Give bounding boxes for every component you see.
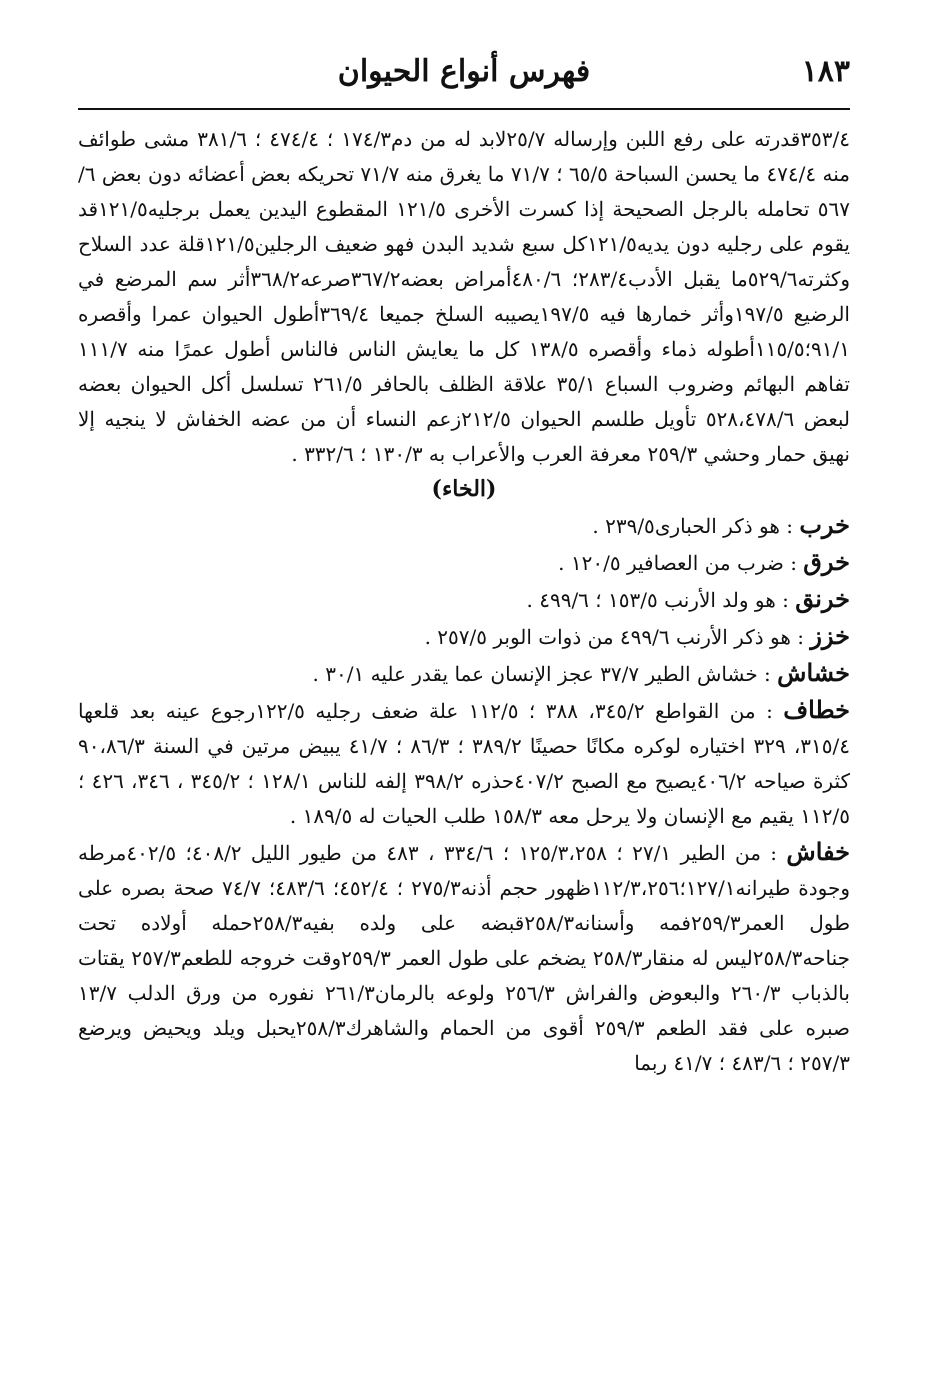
index-entry	[78, 507, 850, 544]
entry-body: : من الطير ٢٧/١ ؛ ١٢٥/٣،٢٥٨ ؛ ٣٣٤/٦ ، ٤٨٣ من طيور الليل ٤٠٨/٢؛ ٤٠٢/٥مرطه وجودة طيرانه١٢٧/١؛١١٢/٣،٢٥٦ظهور حجم أذنه٢٧٥/٣ ؛ ٤٥٢/٤؛ ٤٨٣/٦؛ ٧٤/٧ صحة بصره على طول العمر٢٥٩/٣فمه وأسنانه٢٥٨/٣قبضه على ولده بفيه٢٥٨/٣حمله أولاده تحت جناحه٢٥٨/٣ليس له منقار٢٥٨/٣ يضخم على طول العمر ٢٥٩/٣وقت خروجه للطعم٢٥٧/٣ يقتات بالذباب ٢٦٠/٣ والبعوض والفراش ٢٥٦/٣ ولوعه بالرمان٢٦١/٣ نفوره من ورق الدلب ١٣/٧ صبره على فقد الطعم ٢٥٩/٣ أقوى من الحمام والشاهرك٢٥٨/٣يحبل ويلد ويحيض ويرضع ٢٥٧/٣ ؛ ٤٨٣/٦ ؛ ٤١/٧ ربما	[78, 841, 851, 1075]
page-number: ١٨٣	[801, 54, 850, 89]
entry-headword: خرنق	[795, 584, 850, 613]
entry-body: : من القواطع ٣٤٥/٢، ٣٨٨ ؛ ١١٢/٥ علة ضعف رجليه ١٢٢/٥رجوع عينه بعد قلعها ٣١٥/٤، ٣٢٩ اختياره لوكره مكانًا حصينًا ٣٨٩/٢ ؛ ٨٦/٣ ؛ ٤١/٧ يبيض مرتين في السنة ٩٠،٨٦/٣ كثرة صياحه ٤٠٦/٢يصيح مع الصبح ٤٠٧/٢حذره ٣٩٨/٢ إلفه للناس ١٢٨/١ ؛ ٣٤٥/٢ ، ٣٤٦، ٤٢٦ ؛ ١١٢/٥ يقيم مع الإنسان ولا يرحل معه ١٥٨/٣ طلب الحيات له ١٨٩/٥ .	[78, 699, 851, 828]
index-entry	[78, 692, 850, 834]
entry-headword: خفاش	[786, 837, 851, 866]
section-heading: (الخاء)	[431, 476, 497, 502]
index-entry	[78, 581, 850, 618]
entry-body: : خشاش الطير ٣٧/٧ عجز الإنسان عما يقدر عليه ٣٠/١ .	[312, 662, 778, 686]
entry-headword: خرب	[799, 510, 850, 539]
entry-body: : هو ولد الأرنب ١٥٣/٥ ؛ ٤٩٩/٦ .	[526, 588, 796, 612]
entry-headword: خشاش	[777, 658, 850, 687]
index-entry	[78, 655, 850, 692]
header-rule	[78, 108, 850, 110]
book-page	[78, 40, 851, 1075]
page-title: فهرس أنواع الحيوان	[337, 54, 591, 89]
entry-headword: خزز	[810, 621, 850, 650]
entry-headword: خطاف	[783, 695, 850, 724]
page-header	[78, 40, 850, 102]
entry-headword: خرق	[803, 547, 850, 576]
index-content	[78, 122, 850, 1081]
index-entry	[78, 544, 850, 581]
entry-body: : هو ذكر الأرنب ٤٩٩/٦ من ذوات الوبر ٢٥٧/٥ .	[424, 625, 811, 649]
entry-body: : ضرب من العصافير ١٢٠/٥ .	[558, 551, 804, 575]
index-entry	[78, 618, 850, 655]
intro-paragraph: ٣٥٣/٤قدرته على رفع اللبن وإرساله ٢٥/٧لابد له من دم١٧٤/٣ ؛ ٤٧٤/٤ ؛ ٣٨١/٦ مشى طوائف منه ٤٧٤/٤ ما يحسن السباحة ٦٥/٥ ؛ ٧١/٧ ما يغرق منه ٧١/٧ تحريكه بعض أعضائه دون بعض ٦/ ٥٦٧ تحامله بالرجل الصحيحة إذا كسرت الأخرى ١٢١/٥ المقطوع اليدين يعمل برجليه١٢١/٥قد يقوم على رجليه دون يديه١٢١/٥كل سبع شديد البدن فهو ضعيف الرجلين١٢١/٥قلة عدد السلاح وكثرته٥٢٩/٦ما يقبل الأدب٢٨٣/٤؛ ٤٨٠/٦أمراض بعضه٣٦٧/٢صرعه٣٦٨/٢أثر سم المرضع في الرضيع ١٩٧/٥وأثر خمارها فيه ١٩٧/٥يصيبه السلخ جميعا ٣٦٩/٤أطول الحيوان عمرا وأقصره ٩١/١؛١١٥/٥أطوله ذماء وأقصره ١٣٨/٥ كل ما يعايش الناس فالناس أطول عمرًا منه ١١١/٧ تفاهم البهائم وضروب السباع ٣٥/١ علاقة الظلف بالحافر ٢٦١/٥ تسلسل أكل الحيوان بعضه لبعض ٥٢٨،٤٧٨/٦ تأويل طلسم الحيوان ٢١٢/٥زعم النساء أن من عضه الخفاش لا ينجيه إلا نهيق حمار وحشي ٢٥٩/٣ معرفة العرب والأعراب به ١٣٠/٣ ؛ ٣٣٢/٦ .	[78, 127, 851, 466]
index-entry	[78, 834, 850, 1081]
entry-body: : هو ذكر الحبارى٢٣٩/٥ .	[592, 514, 800, 538]
